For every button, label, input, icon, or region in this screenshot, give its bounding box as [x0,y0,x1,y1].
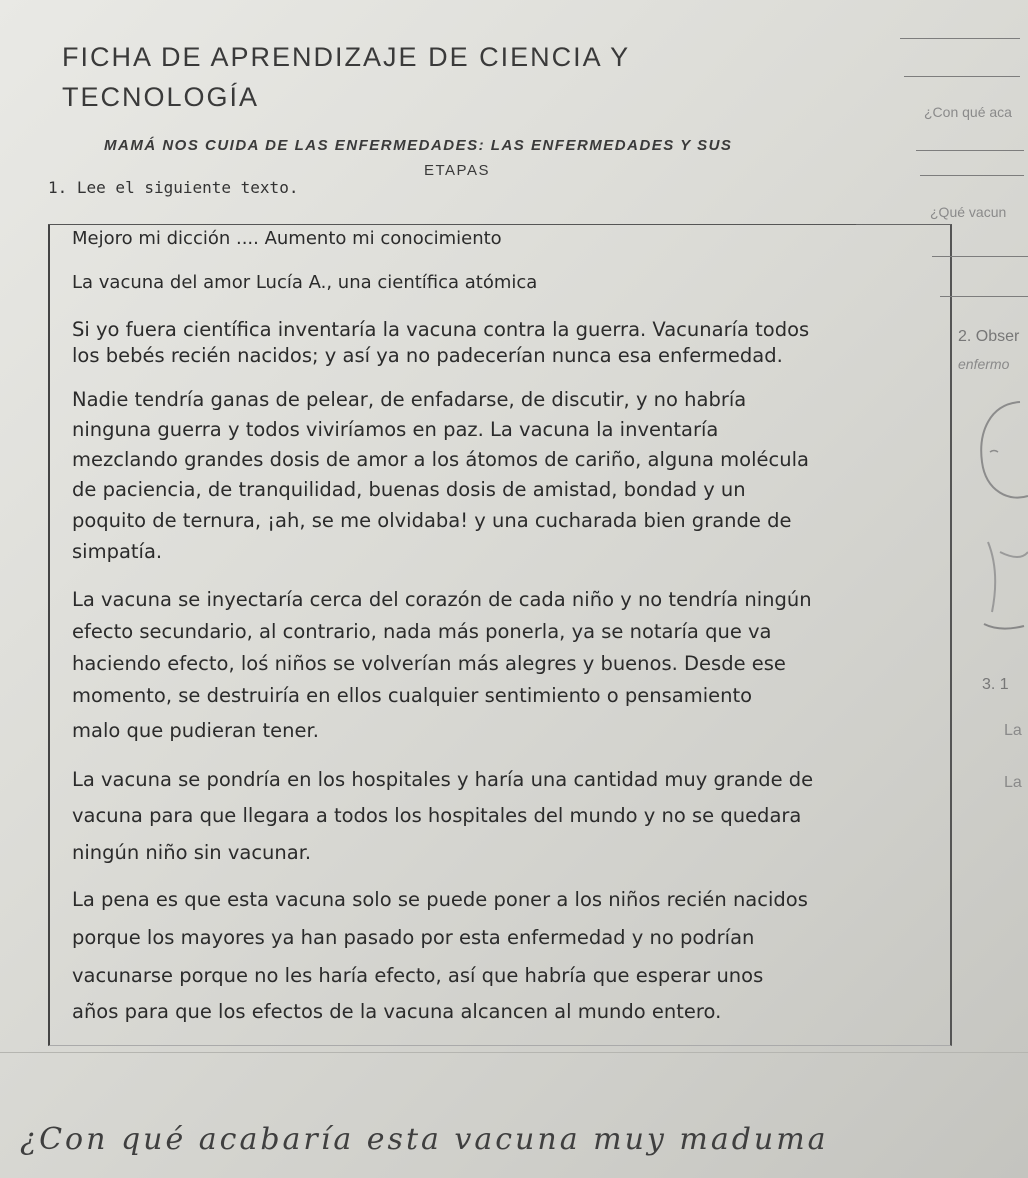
reading-line: La vacuna se inyectaría cerca del corazón de cada niño y no tendría ningún [72,588,812,611]
reading-line: vacunarse porque no les haría efecto, así que habría que esperar unos [72,964,764,987]
instruction: 1. Lee el siguiente texto. [48,178,299,197]
reading-line: efecto secundario, al contrario, nada más ponerla, ya se notaría que va [72,620,772,643]
answer-line [916,150,1024,151]
frame-top-rule [48,224,856,225]
reading-line: Si yo fuera científica inventaría la vacuna contra la guerra. Vacunaría todos [72,318,810,341]
question-3-label: 3. 1 [982,676,1009,693]
page-divider [0,1052,1028,1053]
answer-line [920,175,1024,176]
reading-line: La pena es que esta vacuna solo se puede poner a los niños recién nacidos [72,888,808,911]
question-text: ¿Con qué aca [924,104,1012,120]
side-fragment: La [1004,722,1022,739]
subtitle-line-2: ETAPAS [424,162,490,179]
reading-line: de paciencia, de tranquilidad, buenas dosis de amistad, bondad y un [72,478,746,501]
reading-line: ninguna guerra y todos viviríamos en paz. La vacuna la inventaría [72,418,719,441]
question-text: ¿Qué vacun [930,204,1007,220]
handwritten-answer: ¿Con qué acabaría esta vacuna muy maduma [20,1122,829,1157]
subtitle-line-1: MAMÁ NOS CUIDA DE LAS ENFERMEDADES: LAS ENFERMEDADES Y SUS [104,137,733,154]
reading-line: porque los mayores ya han pasado por esta enfermedad y no podrían [72,926,755,949]
page-title-line-2: TECNOLOGÍA [62,82,260,112]
page-title-line-1: FICHA DE APRENDIZAJE DE CIENCIA Y [62,42,631,72]
answer-line [940,296,1028,297]
reading-title: La vacuna del amor Lucía A., una científica atómica [72,272,538,293]
answer-line [904,76,1020,77]
reading-line: años para que los efectos de la vacuna alcancen al mundo entero. [72,1000,722,1023]
reading-line: Nadie tendría ganas de pelear, de enfadarse, de discutir, y no habría [72,388,747,411]
reading-line: vacuna para que llegara a todos los hospitales del mundo y no se quedara [72,804,802,827]
answer-line [900,38,1020,39]
reading-line: poquito de ternura, ¡ah, se me olvidaba! y una cucharada bien grande de [72,509,792,532]
side-fragment: La [1004,774,1022,791]
child-illustration-icon [960,392,1028,652]
question-2-label: 2. Obser [958,328,1020,345]
reading-line: simpatía. [72,540,163,563]
reading-line: los bebés recién nacidos; y así ya no padecerían nunca esa enfermedad. [72,344,783,367]
reading-line: ningún niño sin vacunar. [72,841,312,864]
section-label: Mejoro mi dicción .... Aumento mi conocimiento [72,228,502,249]
answer-line [932,256,1028,257]
reading-line: haciendo efecto, loś niños se volverían más alegres y buenos. Desde ese [72,652,786,675]
reading-line: malo que pudieran tener. [72,719,319,742]
reading-line: mezclando grandes dosis de amor a los átomos de cariño, alguna molécula [72,448,809,471]
reading-line: momento, se destruiría en ellos cualquier sentimiento o pensamiento [72,684,753,707]
reading-line: La vacuna se pondría en los hospitales y haría una cantidad muy grande de [72,768,814,791]
question-2-sub: enfermo [958,356,1010,372]
